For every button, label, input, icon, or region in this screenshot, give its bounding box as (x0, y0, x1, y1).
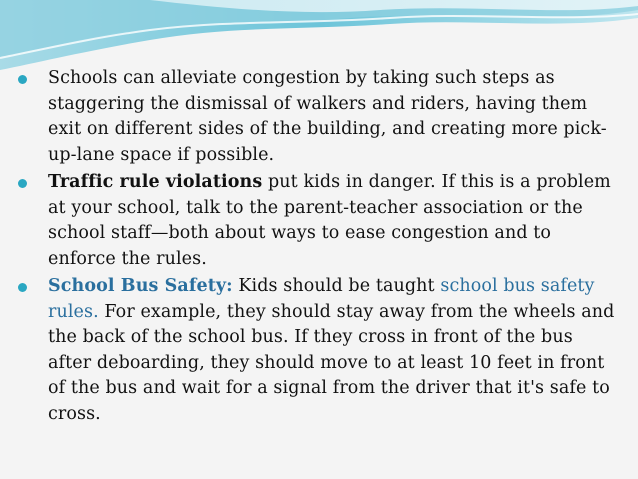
bullet-2-text: put kids in danger. If this is a problem at your school, talk to the parent-teacher association or the school staff—both about ways to ease congestion and to enforce the rules. (48, 172, 611, 269)
list-item (18, 66, 618, 168)
bullet-3-heading: School Bus Safety: (48, 276, 233, 296)
bullet-3-text-after: For example, they should stay away from the wheels and the back of the school bus. If they cross in front of the bus after deboarding, they should move to at least 10 feet in front of the bus and wait for a signal from the driver that it's safe to cross. (48, 301, 615, 424)
bullet-list (18, 66, 618, 429)
list-item (18, 274, 618, 427)
bullet-icon (18, 283, 36, 292)
list-item (18, 170, 618, 272)
bullet-3-text-before: Kids should be taught (232, 276, 441, 296)
bullet-1-text: Schools can alleviate congestion by taking such steps as staggering the dismissal of walkers and riders, having them exit on different sides of the building, and creating more pick-up-lane space if possible. (48, 68, 607, 165)
bullet-icon (18, 75, 36, 84)
bullet-text (48, 170, 618, 272)
bullet-2-heading: Traffic rule violations (48, 172, 263, 192)
bullet-icon (18, 179, 36, 188)
bullet-text (48, 274, 618, 427)
bullet-text (48, 66, 618, 168)
bus-safety-rules-link[interactable]: school bus safety rules. (48, 276, 595, 322)
